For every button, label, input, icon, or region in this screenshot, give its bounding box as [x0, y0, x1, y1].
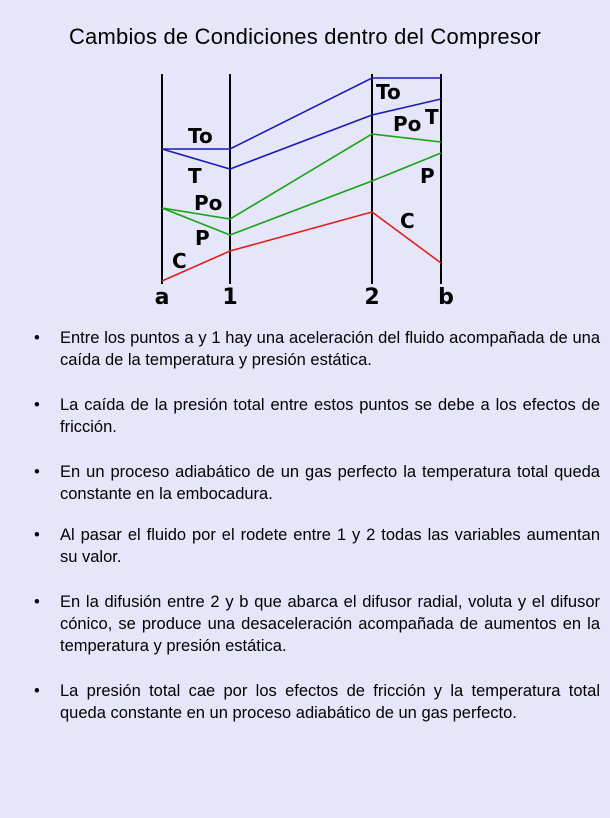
label-to-left: To [188, 124, 213, 148]
label-po-left: Po [194, 191, 223, 215]
note-item: • Al pasar el fluido por el rodete entre 1 y 2 todas las variables aumentan su valor. [32, 524, 600, 568]
label-p-right: P [420, 164, 435, 188]
note-item: • En un proceso adiabático de un gas perfecto la temperatura total queda constante en la embocadura. [32, 461, 600, 505]
x-label-2: 2 [364, 285, 380, 310]
compressor-diagram [0, 0, 610, 318]
label-to-right: To [376, 80, 401, 104]
notes-list [32, 327, 600, 724]
note-item: • La caída de la presión total entre estos puntos se debe a los efectos de fricción. [32, 394, 600, 438]
label-po-right: Po [393, 112, 422, 136]
note-item: • En la difusión entre 2 y b que abarca el difusor radial, voluta y el difusor cónico, se produce una desaceleración acompañada de aumentos en la temperatura y presión estática. [32, 591, 600, 657]
x-label-1: 1 [222, 285, 238, 310]
x-label-a: a [154, 285, 170, 310]
page-title: Cambios de Condiciones dentro del Compresor [68, 24, 542, 49]
label-c-right: C [400, 209, 415, 233]
label-p-left: P [195, 226, 210, 250]
label-t-left: T [188, 164, 202, 188]
label-t-right: T [425, 105, 439, 129]
note-item: • Entre los puntos a y 1 hay una aceleración del fluido acompañada de una caída de la temperatura y presión estática. [32, 327, 600, 371]
label-c-left: C [172, 249, 187, 273]
note-item: • La presión total cae por los efectos de fricción y la temperatura total queda constante en un proceso adiabático de un gas perfecto. [32, 680, 600, 724]
x-label-b: b [438, 285, 454, 310]
